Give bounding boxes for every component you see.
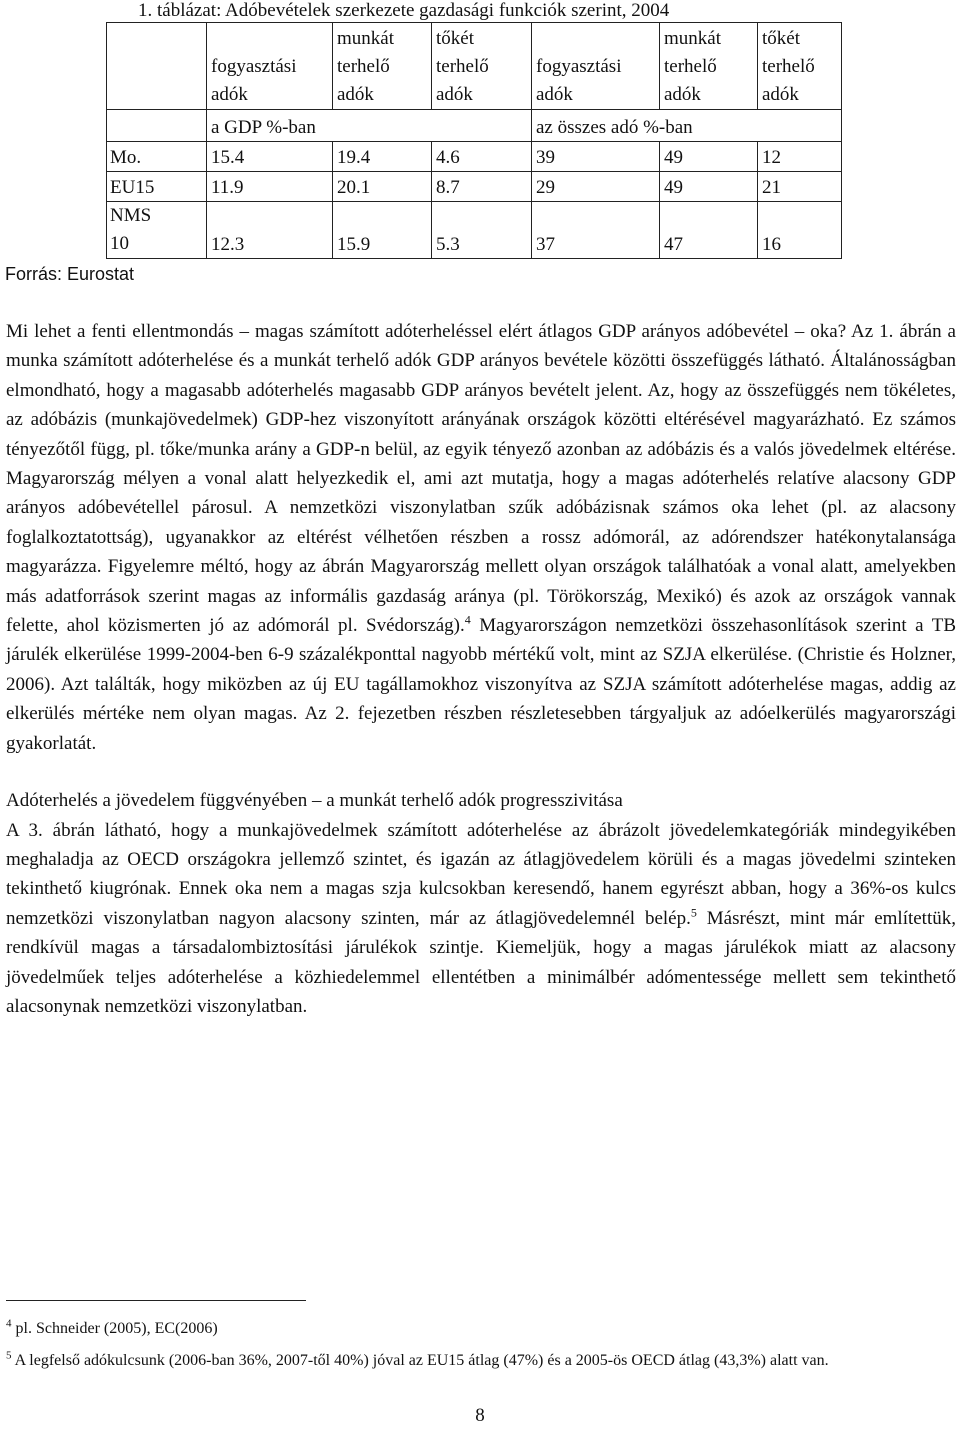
- table-cell: 16: [758, 202, 842, 259]
- footnote-divider: [6, 1300, 306, 1301]
- paragraph: Mi lehet a fenti ellentmondás – magas számított adóterheléssel elért átlagos GDP arányos adóbevétel – oka? Az 1. ábrán a munka számított adóterhelése és a munkát terhelő adók GDP arányos bevétele közötti összefüggés látható. Általánosságban elmondható, hogy a magasabb adóterhelés magasabb GDP arányos bevételt jelent. Az, hogy az összefüggés nem tökéletes, az adóbázis (munkajövedelmek) GDP-hez viszonyított arányának országok közötti eltérésével magyarázható. Ez számos tényezőtől függ, pl. tőke/munka arány a GDP-n belül, az egyik tényező azonban az adóbázis és a valós jövedelmek eltérése. Magyarország mélyen a vonal alatt helyezkedik el, ami azt mutatja, hogy a magas adóterhelés relatíve alacsony GDP arányos adóbevétellel párosul. A nemzetközi viszonylatban szűk adóbázisnak számos oka lehet (pl. az alacsony foglalkoztatottság), ugyanakkor az eltérést vélhetően részben a rossz adómorál, az adórendszer hatékonytalansága magyarázza. Figyelemre méltó, hogy az ábrán Magyarország mellett olyan országok találhatóak a vonal alatt, amelyekben más adatforrások szerint magas az informális gazdaság aránya (pl. Törökország, Mexikó) és azok az országok vannak felette, ahol közismerten jó az adómorál pl. Svédország).$^4$ Magyarországon nemzetközi összehasonlítások szerint a TB járulék elkerülése 1999-2004-ben 6-9 százalékponttal nagyobb mértékű volt, mint az SZJA elkerülése. (Christie és Holzner, 2006). Azt találták, hogy miközben az új EU tagállamokhoz viszonyítva az SZJA számított adóterhelése magas, addig az elkerülés mértéke nem olyan magas. Az 2. fejezetben részben részletesebben tárgyaljuk az adóelkerülés magyarországi gyakorlatát.: [6, 321, 957, 754]
- table-cell: 11.9: [207, 172, 333, 202]
- table-header-corner: [107, 23, 207, 110]
- table-header-row: [107, 23, 842, 110]
- table-row: [107, 142, 842, 172]
- table-cell: 12.3: [207, 202, 333, 259]
- table-cell: 5.3: [432, 202, 532, 259]
- table-header-cell: munkát terhelő adók: [660, 23, 758, 110]
- table-group-total: az összes adó %-ban: [532, 110, 842, 142]
- table-cell: 37: [532, 202, 660, 259]
- table-cell: 8.7: [432, 172, 532, 202]
- footnote: $^5$ A legfelső adókulcsunk (2006-ban 36%, 2007-től 40%) jóval az EU15 átlag (47%) és a 2005-ös OECD átlag (43,3%) alatt van.: [6, 1349, 829, 1369]
- page-number: 8: [475, 1405, 485, 1426]
- table-row: [107, 172, 842, 202]
- table-cell: 15.9: [333, 202, 432, 259]
- table-cell: 19.4: [333, 142, 432, 172]
- paragraph: A 3. ábrán látható, hogy a munkajövedelmek számított adóterhelése az ábrázolt jövedelemkategóriák mindegyikében meghaladja az OECD országokra jellemző szintet, és igazán az átlagjövedelem körüli és a magas jövedelmi szinteken tekinthető kiugrónak. Ennek oka nem a magas szja kulcsokban keresendő, hanem egyrészt abban, hogy a 36%-os kulcs nemzetközi viszonylatban nagyon alacsony szinten, már az átlagjövedelemnél belép.$^5$ Másrészt, mint már említettük, rendkívül magas a társadalombiztosítási járulékok szintje. Kiemeljük, hogy a magas járulékok miatt az alacsony jövedelműek teljes adóterhelése a közhiedelemmel ellentétben a minimálbér adómentessége mellett sem tekinthető alacsonynak nemzetközi viszonylatban.: [6, 819, 956, 1017]
- body-text: [6, 317, 956, 1021]
- footnote: $^4$ pl. Schneider (2005), EC(2006): [6, 1317, 218, 1337]
- table-cell: 4.6: [432, 142, 532, 172]
- table-header-cell: fogyasztási adók: [207, 23, 333, 110]
- footnote-ref: 5: [690, 905, 697, 920]
- table-title: 1. táblázat: Adóbevételek szerkezete gazdasági funkciók szerint, 2004: [138, 0, 670, 21]
- row-label: NMS 10: [107, 202, 207, 259]
- table-cell: 49: [660, 172, 758, 202]
- row-label: Mo.: [107, 142, 207, 172]
- table-row: [107, 202, 842, 259]
- table-group-corner: [107, 110, 207, 142]
- table-source: Forrás: Eurostat: [5, 264, 135, 284]
- table-cell: 49: [660, 142, 758, 172]
- section-heading: Adóterhelés a jövedelem függvényében – a munkát terhelő adók progresszivitása: [6, 790, 623, 812]
- table-header-cell: fogyasztási adók: [532, 23, 660, 110]
- table-header-cell: tőkét terhelő adók: [432, 23, 532, 110]
- table-cell: 21: [758, 172, 842, 202]
- table-group-gdp: a GDP %-ban: [207, 110, 532, 142]
- footnote-ref: 4: [464, 612, 471, 627]
- table-group-row: [107, 110, 842, 142]
- table-cell: 29: [532, 172, 660, 202]
- table-cell: 12: [758, 142, 842, 172]
- table-cell: 39: [532, 142, 660, 172]
- table-cell: 20.1: [333, 172, 432, 202]
- row-label: EU15: [107, 172, 207, 202]
- tax-structure-table: [106, 22, 842, 259]
- table-cell: 47: [660, 202, 758, 259]
- table-header-cell: tőkét terhelő adók: [758, 23, 842, 110]
- table-header-cell: munkát terhelő adók: [333, 23, 432, 110]
- table-cell: 15.4: [207, 142, 333, 172]
